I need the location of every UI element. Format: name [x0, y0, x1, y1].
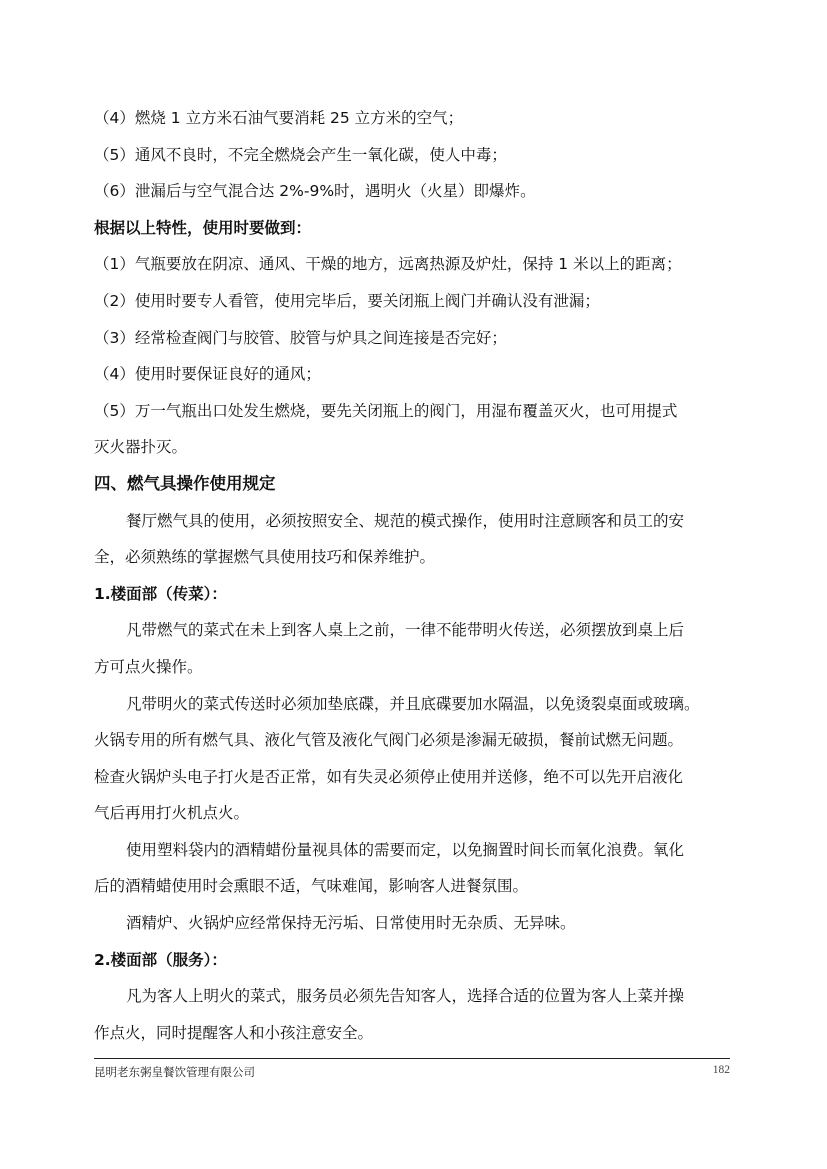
paragraph-line: 全，必须熟练的掌握燃气具使用技巧和保养维护。: [94, 548, 436, 567]
text-line: （4）燃烧 1 立方米石油气要消耗 25 立方米的空气；: [94, 109, 464, 127]
document-body: [94, 100, 734, 1051]
paragraph-line: 后的酒精蜡使用时会熏眼不适，气味难闻，影响客人进餐氛围。: [94, 877, 529, 896]
text-line: （5）万一气瓶出口处发生燃烧，要先关闭瓶上的阀门，用湿布覆盖灭火，也可用提式: [94, 401, 678, 420]
paragraph-line: 火锅专用的所有燃气具、液化气管及液化气阀门必须是渗漏无破损，餐前试燃无问题。: [94, 731, 684, 750]
footer-company: 昆明老东粥皇餐饮管理有限公司: [94, 1065, 255, 1079]
paragraph-line: 使用塑料袋内的酒精蜡份量视具体的需要而定，以免搁置时间长而氧化浪费。氧化: [126, 840, 685, 859]
text-line: （2）使用时要专人看管，使用完毕后，要关闭瓶上阀门并确认没有泄漏；: [94, 291, 600, 310]
text-line: 灭火器扑灭。: [94, 438, 188, 457]
text-line: （5）通风不良时，不完全燃烧会产生一氧化碳，使人中毒；: [94, 145, 507, 164]
paragraph-line: 凡为客人上明火的菜式，服务员必须先告知客人，选择合适的位置为客人上菜并操: [126, 987, 685, 1006]
text-line: （1）气瓶要放在阴凉、通风、干燥的地方，远离热源及炉灶，保持 1 米以上的距离；: [94, 255, 682, 274]
paragraph-line: 凡带燃气的菜式在未上到客人桌上之前，一律不能带明火传送，必须摆放到桌上后: [126, 621, 685, 640]
text-line: （6）泄漏后与空气混合达 2%-9%时，遇明火（火星）即爆炸。: [94, 182, 536, 201]
footer-divider: [94, 1058, 730, 1059]
text-line: （3）经常检查阀门与胶管、胶管与炉具之间连接是否完好；: [94, 328, 507, 347]
subheading: 1.楼面部（传菜）：: [94, 584, 227, 603]
text-line: （4）使用时要保证良好的通风；: [94, 365, 321, 384]
paragraph-line: 酒精炉、火锅炉应经常保持无污垢、日常使用时无杂质、无异味。: [126, 914, 576, 933]
paragraph-line: 检查火锅炉头电子打火是否正常，如有失灵必须停止使用并送修，绝不可以先开启液化: [94, 767, 684, 786]
subheading: 2.楼面部（服务）：: [94, 950, 227, 969]
paragraph-line: 作点火，同时提醒客人和小孩注意安全。: [94, 1023, 374, 1042]
subheading: 根据以上特性，使用时要做到：: [94, 218, 312, 237]
section-heading: 四、燃气具操作使用规定: [94, 473, 276, 493]
paragraph-line: 餐厅燃气具的使用，必须按照安全、规范的模式操作，使用时注意顾客和员工的安: [126, 511, 685, 530]
paragraph-line: 方可点火操作。: [94, 657, 203, 676]
page-number: 182: [712, 1064, 730, 1076]
paragraph-line: 气后再用打火机点火。: [94, 804, 250, 823]
paragraph-line: 凡带明火的菜式传送时必须加垫底碟，并且底碟要加水隔温，以免烫裂桌面或玻璃。: [126, 694, 700, 713]
